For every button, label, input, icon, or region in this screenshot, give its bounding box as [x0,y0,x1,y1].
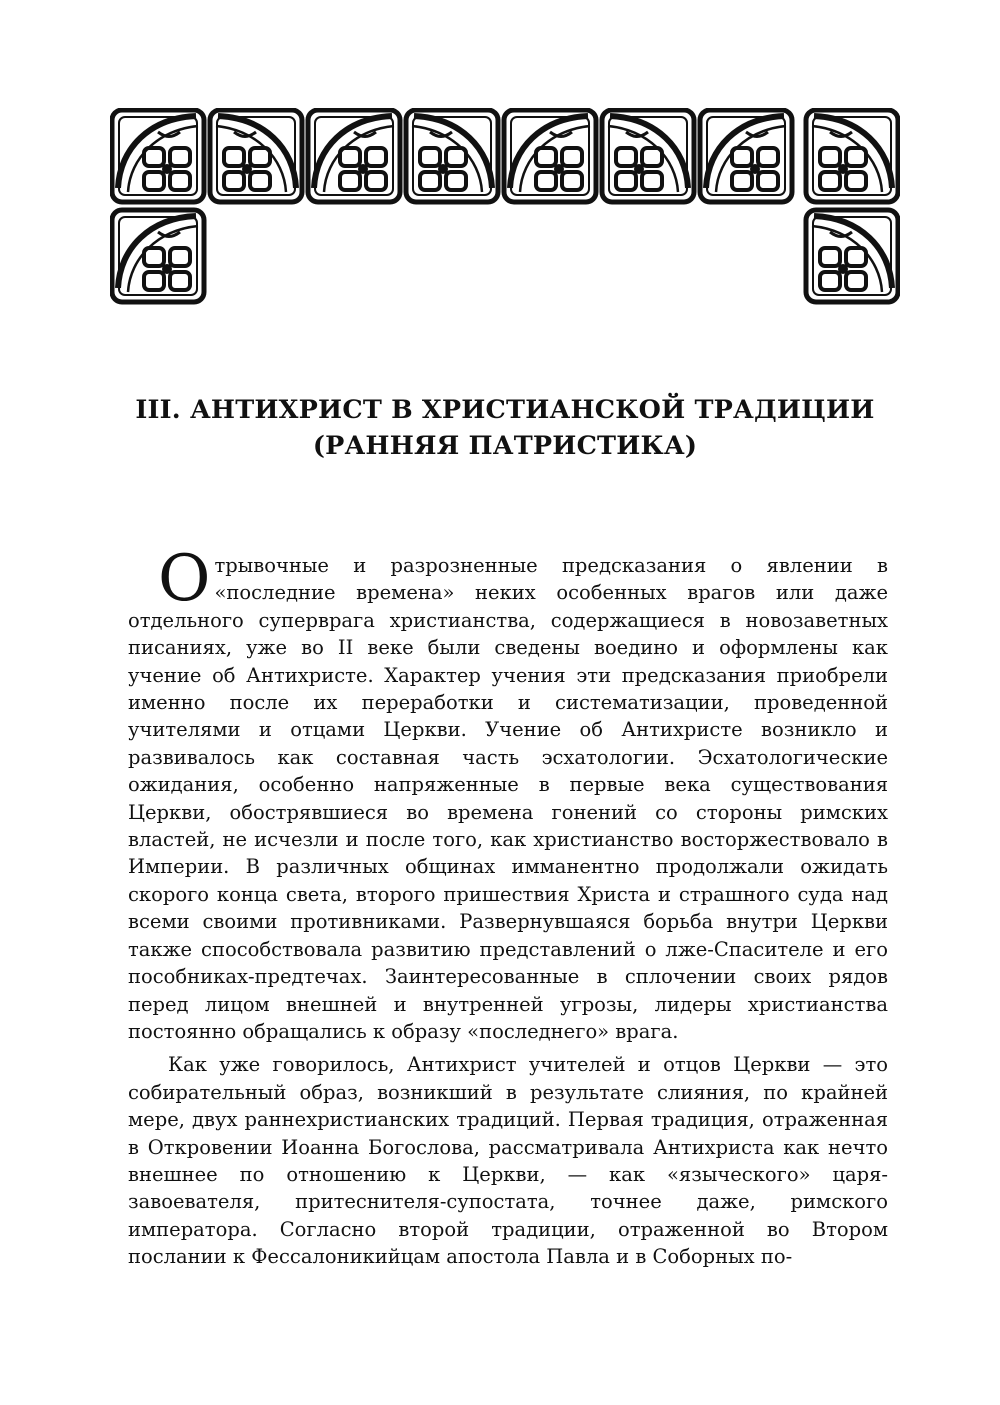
paragraph-1 [128,542,888,1045]
chapter-title-line1: III. АНТИХРИСТ В ХРИСТИАНСКОЙ ТРАДИЦИИ [135,395,875,425]
chapter-title [110,392,900,464]
paragraph-1-text: трывочные и разрозненные предсказания о явлении в «последние времена» неких особенных врагов или даже отдельного суперврага христианства, содержащиеся в новозаветных писаниях, уже во II веке были сведены воедино и оформлены как учение об Антихристе. Характер учения эти предсказания приобрели именно после их переработки и систематизации, проведенной учителями и отцами Церкви. Учение об Антихристе возникло и развивалось как составная часть эсхатологии. Эсхатологические ожидания, особенно напряженные в первые века существования Церкви, обострявшиеся во времена гонений со стороны римских властей, не исчезли и после того, как христианство восторжествовало в Империи. В различных общинах имманентно продолжали ожидать скорого конца света, второго пришествия Христа и страшного суда над всеми своими противниками. Развернувшаяся борьба внутри Церкви также способствовала развитию представлений о лже-Спасителе и его пособниках-предтечах. Заинтересованные в сплочении своих рядов перед лицом внешней и внутренней угрозы, лидеры христианства постоянно обращались к образу «последнего» врага. [128,554,888,1043]
chapter-title-line2: (РАННЯЯ ПАТРИСТИКА) [312,431,698,461]
paragraph-2: Как уже говорилось, Антихрист учителей и отцов Церкви — это собирательный образ, возникший в результате слияния, по крайней мере, двух раннехристианских традиций. Первая традиция, отраженная в Откровении Иоанна Богослова, рассматривала Антихриста как нечто внешнее по отношению к Церкви, — как «языческого» царя-завоевателя, притеснителя-супостата, точнее даже, римского императора. Согласно второй традиции, отраженной во Втором послании к Фессалоникийцам апостола Павла и в Соборных по- [128,1053,888,1269]
ornament-headpiece [110,108,900,308]
body-text [128,542,888,1271]
drop-cap: О [158,542,211,616]
